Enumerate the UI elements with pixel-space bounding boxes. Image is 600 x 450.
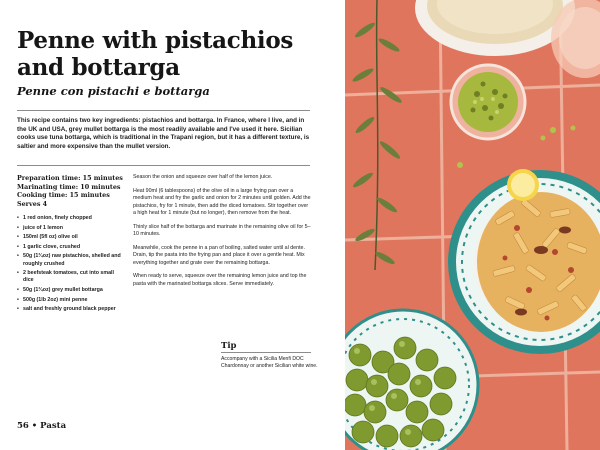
ingredients-list xyxy=(17,215,125,316)
cooking-time: Cooking time: 15 minutes xyxy=(17,191,110,200)
method-step: Season the onion and squeeze over half of the lemon juice. xyxy=(133,174,273,180)
lemon-wedge xyxy=(507,169,539,201)
food-photo-illustration xyxy=(345,0,600,450)
tip-divider xyxy=(221,352,311,353)
method-step: When ready to serve, squeeze over the remaining lemon juice and top the pasta with the marinated bottarga slices. Serve immediately. xyxy=(133,273,307,287)
ingredient-item: • 50g (1¾oz) raw pistachios, shelled and roughly crushed xyxy=(17,253,125,267)
ingredient-item: • 1 garlic clove, crushed xyxy=(17,244,125,251)
food-photo xyxy=(345,0,600,450)
method-step: Thinly slice half of the bottarga and marinate in the remaining olive oil for 5–10 minutes. xyxy=(133,223,311,238)
recipe-title: Penne with pistachios and bottarga xyxy=(17,27,294,81)
penne-pasta xyxy=(477,192,600,332)
method-step: Meanwhile, cook the penne in a pan of boiling, salted water until al dente. Drain, tip the pasta into the frying pan and place it over a gentle heat. Mix everything together and grate over the remaining bottarga. xyxy=(133,244,305,266)
prep-time: Preparation time: 15 minutes xyxy=(17,174,123,182)
marinating-time: Marinating time: 10 minutes xyxy=(17,182,121,191)
ingredient-item: • salt and freshly ground black pepper xyxy=(17,306,125,313)
method-steps xyxy=(133,174,311,294)
serves: Serves 4 xyxy=(17,199,48,208)
ingredient-item: • juice of 1 lemon xyxy=(17,225,125,232)
ingredient-item: • 1 red onion, finely chopped xyxy=(17,215,125,222)
pistachio-bowl xyxy=(451,65,525,139)
tip-heading: Tip xyxy=(221,341,237,351)
recipe-intro: This recipe contains two key ingredients: pistachios and bottarga. In France, where I live, and in the UK and USA, grey mullet bottarga is the most readily available and I've used it here. Sicilian cooks use tuna bottarga, which is traditional in the Trapani region, but it has a different texture, is saltier and more expensive than the mullet version. xyxy=(17,117,310,150)
ingredient-item: • 50g (1¾oz) grey mullet bottarga xyxy=(17,287,125,294)
ingredient-item: • 2 beefsteak tomatoes, cut into small dice xyxy=(17,270,125,284)
method-step: Heat 90ml (6 tablespoons) of the olive oil in a large frying pan over a medium heat and fry the garlic and onion for 2 minutes until golden. Add the pistachios, fry for 1 minute, then add the diced tomatoes. Stir together over a high heat for 1 minute (but no longer), then remove from the heat. xyxy=(133,187,311,216)
recipe-subtitle-italian: Penne con pistachi e bottarga xyxy=(17,84,210,98)
tip-body: Accompany with a Sicilia Menfi DOC Chardonnay or another Sicilian white wine. xyxy=(221,356,318,370)
divider-bottom xyxy=(17,165,310,166)
recipe-meta xyxy=(17,174,122,208)
ingredient-item: • 500g (1lb 2oz) mini penne xyxy=(17,297,125,304)
page-footer: 56 • Pasta xyxy=(17,421,67,431)
ingredient-item: • 150ml (5fl oz) olive oil xyxy=(17,234,125,241)
divider-top xyxy=(17,110,310,111)
